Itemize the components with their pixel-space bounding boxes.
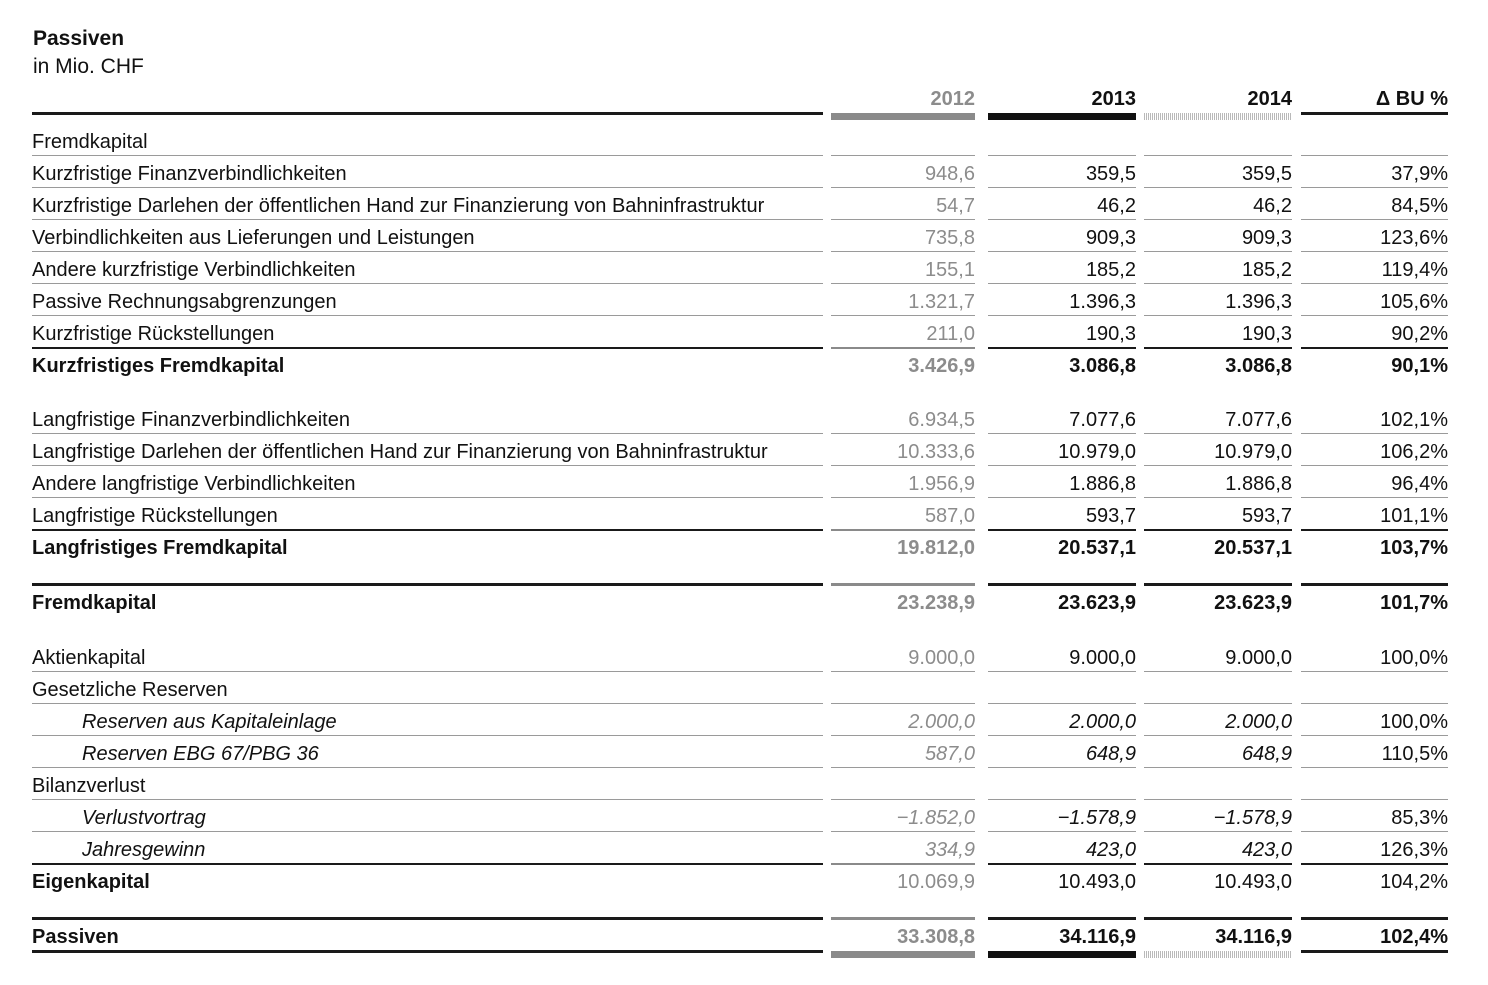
row-label: Fremdkapital [32,125,823,156]
cell-2013: 185,2 [988,253,1136,284]
cell-2013: 2.000,0 [988,705,1136,736]
cell-delta: 96,4% [1301,467,1448,498]
cell-2014: 359,5 [1144,157,1292,188]
cell-2014: 593,7 [1241,505,1292,527]
cell-delta: 102,1% [1301,403,1448,434]
cell-2014: 185,2 [1144,253,1292,284]
cell-2013: 7.077,6 [988,403,1136,434]
cell-2014: 1.886,8 [1144,467,1292,498]
cell-2014 [1144,673,1292,704]
row-label: Verbindlichkeiten aus Lieferungen und Leistungen [32,221,823,252]
row-label: Kurzfristige Rückstellungen [32,323,275,345]
row-label: Passiven [32,917,823,948]
cell-2013: 1.886,8 [988,467,1136,498]
cell-2014: 23.623,9 [1144,583,1292,614]
cell-2012: 1.321,7 [831,285,975,316]
cell-delta: 37,9% [1301,157,1448,188]
cell-2014: 34.116,9 [1144,917,1292,948]
cell-2012: 33.308,8 [831,917,975,948]
cell-2013: 3.086,8 [988,347,1136,378]
row-label: Langfristige Finanzverbindlichkeiten [32,403,823,434]
cell-2013 [988,673,1136,704]
cell-2014: 20.537,1 [1144,529,1292,560]
footer-rule-2012 [831,951,975,958]
cell-2012: 3.426,9 [831,347,975,378]
cell-2014 [1144,769,1292,800]
cell-2012: 23.238,9 [831,583,975,614]
cell-2014: 7.077,6 [1144,403,1292,434]
cell-2013: −1.578,9 [988,801,1136,832]
row-label: Andere kurzfristige Verbindlichkeiten [32,253,823,284]
cell-2014: 10.493,0 [1144,863,1292,894]
cell-2012: 1.956,9 [831,467,975,498]
header-rule-label [32,112,823,115]
cell-2014: 10.979,0 [1144,435,1292,466]
cell-2012: 155,1 [831,253,975,284]
cell-2012: 9.000,0 [831,641,975,672]
page-title: Passiven [33,27,125,50]
row-label: Eigenkapital [32,863,823,894]
row-label: Passive Rechnungsabgrenzungen [32,285,823,316]
cell-2012: 19.812,0 [831,529,975,560]
cell-2013: 359,5 [988,157,1136,188]
footer-rule-label [32,950,823,953]
cell-2014: 46,2 [1144,189,1292,220]
cell-2013: 423,0 [1085,839,1136,861]
row-label: Bilanzverlust [32,769,823,800]
cell-2014: 909,3 [1144,221,1292,252]
cell-2012: 54,7 [831,189,975,220]
header-rule-delta [1301,112,1448,115]
cell-delta: 85,3% [1301,801,1448,832]
cell-delta: 90,2% [1391,323,1448,345]
cell-2012: 587,0 [924,505,975,527]
cell-delta: 126,3% [1380,839,1448,861]
cell-2013: 20.537,1 [988,529,1136,560]
cell-2013 [988,125,1136,156]
cell-delta [1301,125,1448,156]
row-label: Aktienkapital [32,641,823,672]
cell-2013: 648,9 [988,737,1136,768]
cell-2013: 1.396,3 [988,285,1136,316]
cell-delta: 100,0% [1301,705,1448,736]
cell-2014: 190,3 [1241,323,1292,345]
row-label: Langfristige Rückstellungen [32,505,278,527]
row-label: Jahresgewinn [82,839,206,861]
cell-2013: 46,2 [988,189,1136,220]
footer-rule-delta [1301,950,1448,953]
cell-2012: 587,0 [831,737,975,768]
header-rule-2013 [988,113,1136,120]
cell-delta: 102,4% [1301,917,1448,948]
cell-2014: 648,9 [1144,737,1292,768]
row-label: Verlustvortrag [32,801,823,832]
cell-delta: 90,1% [1301,347,1448,378]
cell-delta: 84,5% [1301,189,1448,220]
cell-delta: 110,5% [1301,737,1448,768]
footer-rule-2014 [1144,951,1292,958]
row-label: Reserven aus Kapitaleinlage [32,705,823,736]
cell-2013 [988,769,1136,800]
cell-2013: 190,3 [1085,323,1136,345]
row-label: Gesetzliche Reserven [32,673,823,704]
cell-2012 [831,673,975,704]
cell-2012: −1.852,0 [831,801,975,832]
row-label: Kurzfristiges Fremdkapital [32,347,823,378]
cell-delta: 103,7% [1301,529,1448,560]
row-label: Langfristiges Fremdkapital [32,529,823,560]
row-label: Reserven EBG 67/PBG 36 [32,737,823,768]
cell-delta: 100,0% [1301,641,1448,672]
cell-2012: 211,0 [926,323,975,345]
cell-delta: 101,1% [1380,505,1448,527]
column-header-2014: 2014 [1247,88,1292,110]
cell-2013: 10.979,0 [988,435,1136,466]
cell-2012 [831,769,975,800]
row-label: Kurzfristige Finanzverbindlichkeiten [32,157,823,188]
cell-delta [1301,673,1448,704]
cell-2012: 334,9 [924,839,975,861]
row-label: Andere langfristige Verbindlichkeiten [32,467,823,498]
row-label: Langfristige Darlehen der öffentlichen Hand zur Finanzierung von Bahninfrastruktur [32,435,823,466]
cell-delta: 101,7% [1301,583,1448,614]
cell-2014: −1.578,9 [1144,801,1292,832]
cell-delta: 106,2% [1301,435,1448,466]
column-header-delta-bu: Δ BU % [1375,88,1448,110]
row-label: Fremdkapital [32,583,823,614]
cell-delta [1301,769,1448,800]
cell-2012: 948,6 [831,157,975,188]
cell-2012 [831,125,975,156]
header-rule-2012 [831,113,975,120]
cell-delta: 119,4% [1301,253,1448,284]
footer-rule-2013 [988,951,1136,958]
cell-2014: 9.000,0 [1144,641,1292,672]
cell-2014: 1.396,3 [1144,285,1292,316]
cell-2014 [1144,125,1292,156]
cell-delta: 104,2% [1301,863,1448,894]
header-rule-2014 [1144,113,1292,120]
cell-delta: 105,6% [1301,285,1448,316]
row-label: Kurzfristige Darlehen der öffentlichen Hand zur Finanzierung von Bahninfrastruktur [32,189,823,220]
cell-delta: 123,6% [1301,221,1448,252]
cell-2013: 9.000,0 [988,641,1136,672]
cell-2014: 3.086,8 [1144,347,1292,378]
cell-2013: 23.623,9 [988,583,1136,614]
cell-2014: 2.000,0 [1144,705,1292,736]
column-header-2012: 2012 [930,88,975,110]
cell-2012: 2.000,0 [831,705,975,736]
cell-2013: 34.116,9 [988,917,1136,948]
cell-2013: 10.493,0 [988,863,1136,894]
cell-2012: 6.934,5 [831,403,975,434]
page-subtitle: in Mio. CHF [33,55,144,78]
cell-2012: 10.333,6 [831,435,975,466]
cell-2013: 909,3 [988,221,1136,252]
column-header-2013: 2013 [1091,88,1136,110]
cell-2012: 735,8 [831,221,975,252]
cell-2012: 10.069,9 [831,863,975,894]
cell-2014: 423,0 [1241,839,1292,861]
cell-2013: 593,7 [1085,505,1136,527]
